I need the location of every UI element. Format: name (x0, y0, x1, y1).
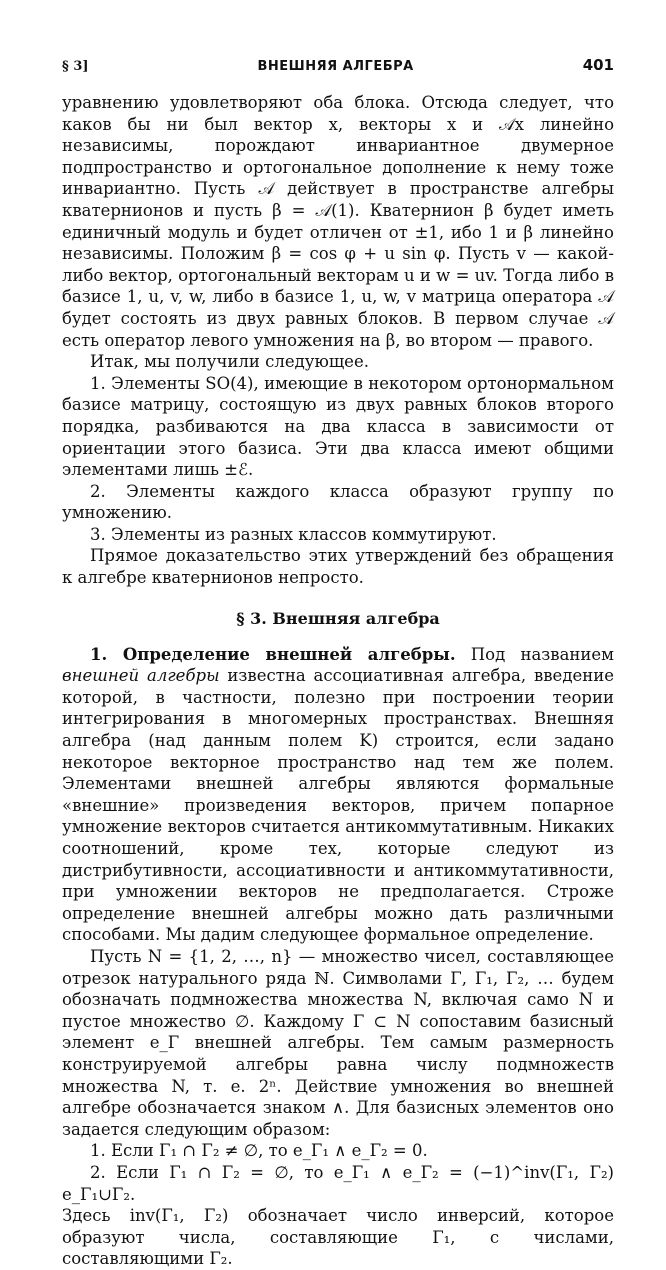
subsection-title: 1. Определение внешней алгебры. (90, 644, 456, 664)
paragraph-construction: Пусть N = {1, 2, …, n} — множество чисел, составляющее отрезок натурального ряда ℕ. Символами Γ, Γ₁, Γ₂, … будем обозначать подмножества множества N, включая само N и пустое множество ∅. Каждому Γ ⊂ N сопоставим базисный элемент e_Γ внешней алгебры. Тем самым размерность конструируемой алгебры равна числу подмножеств множества N, т. е. 2ⁿ. Действие умножения во внешней алгебре обозначается знаком ∧. Для базисных элементов оно задается следующим образом: (62, 946, 614, 1139)
definition-term: внешней алгебры (62, 666, 220, 686)
page-number: 401 (582, 56, 614, 74)
header-section-ref: § 3] (62, 59, 89, 74)
paragraph-item-3: 3. Элементы из разных классов коммутируют. (90, 524, 497, 544)
paragraph-direct-proof: Прямое доказательство этих утверждений без обращения к алгебре кватернионов непросто. (62, 546, 614, 588)
paragraph-blocks: уравнению удовлетворяют оба блока. Отсюда следует, что каков бы ни был вектор x, векторы x и 𝒜x линейно независимы, порождают инвариантное двумерное подпространство и ортогональное дополнение к нему тоже инвариантно. Пусть 𝒜 действует в пространстве алгебры кватернионов и пусть β = 𝒜(1). Кватернион β будет иметь единичный модуль и будет отличен от ±1, ибо 1 и β линейно независимы. Положим β = cos φ + u sin φ. Пусть v — какой-либо вектор, ортогональный векторам u и w = uv. Тогда либо в базисе 1, u, v, w, либо в базисе 1, u, w, v матрица оператора 𝒜 будет состоять из двух равных блоков. В первом случае 𝒜 есть оператор левого умножения на β, во втором — правого. (62, 93, 614, 350)
rule-2: 2. Если Γ₁ ∩ Γ₂ = ∅, то e_Γ₁ ∧ e_Γ₂ = (−1)^inv(Γ₁, Γ₂) e_Γ₁∪Γ₂. (62, 1162, 614, 1204)
running-header (62, 56, 614, 92)
paragraph-item-2: 2. Элементы каждого класса образуют группу по умножению. (62, 481, 614, 523)
paragraph-summary: Итак, мы получили следующее. (90, 352, 369, 372)
definition-text: известна ассоциативная алгебра, введение которой, в частности, полезно при построении теории интегрирования в многомерных пространствах. Внешняя алгебра (над данным полем K) строится, если задано некоторое векторное пространство над тем же полем. Элементами внешней алгебры являются формальные «внешние» произведения векторов, причем попарное умножение векторов считается антикоммутативным. Никаких соотношений, кроме тех, которые следуют из дистрибутивности, ассоциативности и антикоммутативности, при умножении векторов не предполагается. Строже определение внешней алгебры можно дать различными способами. Мы дадим следующее формальное определение. (62, 666, 615, 945)
book-page (62, 56, 614, 1270)
paragraph-inversions: Здесь inv(Γ₁, Γ₂) обозначает число инверсий, которое образуют числа, составляющие Γ₁, с числами, составляющими Γ₂. (62, 1206, 614, 1269)
paragraph-definition (62, 644, 614, 946)
definition-intro: Под названием (470, 644, 615, 664)
rule-1: 1. Если Γ₁ ∩ Γ₂ ≠ ∅, то e_Γ₁ ∧ e_Γ₂ = 0. (90, 1141, 428, 1161)
header-title: ВНЕШНЯЯ АЛГЕБРА (257, 59, 414, 74)
section-heading: § 3. Внешняя алгебра (236, 608, 440, 628)
paragraph-item-1: 1. Элементы SO(4), имеющие в некотором ортонормальном базисе матрицу, состоящую из двух равных блоков второго порядка, разбиваются на два класса в зависимости от ориентации этого базиса. Эти два класса имеют общими элементами лишь ±ℰ. (62, 373, 614, 480)
